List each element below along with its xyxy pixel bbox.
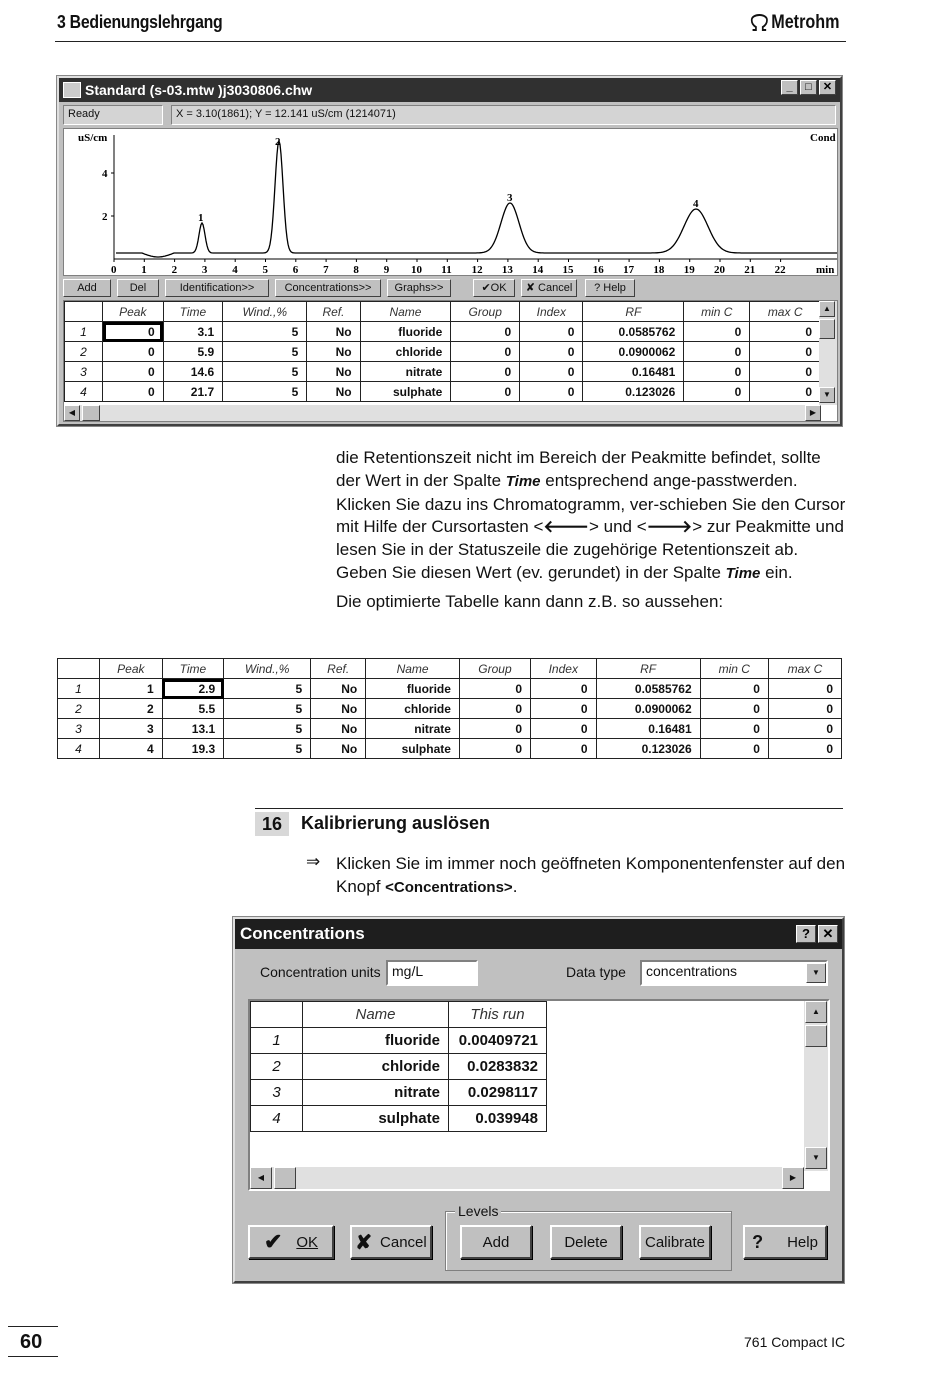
cell-this-run[interactable]: 0.039948 [449,1106,547,1132]
data-type-value: concentrations [646,963,738,979]
x-tick-label: 15 [562,264,574,275]
cell-group[interactable]: 0 [459,699,530,719]
row-number: 4 [65,382,103,402]
section-number: 16 [255,812,289,836]
check-icon: ✔ [263,1229,283,1254]
minimize-button[interactable]: _ [781,80,798,95]
cell-index[interactable]: 0 [520,362,583,382]
cell-rf[interactable]: 0.0900062 [583,342,684,362]
cell-maxc[interactable]: 0 [768,719,841,739]
close-button[interactable]: ✕ [818,925,838,943]
cell-ref[interactable]: No [311,739,366,759]
cancel-button[interactable] [350,1225,432,1259]
cell-wind[interactable]: 5 [223,382,307,402]
body-paragraph [336,447,846,619]
column-header: Ref. [311,659,366,679]
column-header: min C [700,659,768,679]
standard-window-title: Standard (s-03.mtw )j3030806.chw [85,82,313,98]
cell-minc[interactable]: 0 [700,719,768,739]
cancel-x-icon: ✘ [355,1231,373,1254]
column-header: Time [162,659,224,679]
scroll-right-button[interactable]: ▶ [805,405,821,421]
cell-rf[interactable]: 0.0585762 [596,679,700,699]
text-span: die Retentionszeit nicht im Bereich der Peakmitte befindet, sollte der Wert in der Spalte [336,448,821,490]
x-tick-label: 21 [744,264,756,275]
data-type-select[interactable] [640,960,828,986]
table-row[interactable] [251,1106,547,1132]
help-button[interactable] [743,1225,827,1259]
cell-name[interactable]: fluoride [360,322,451,342]
help-question-icon: ? [752,1231,764,1252]
cell-minc[interactable]: 0 [684,362,750,382]
concentrations-grid[interactable] [248,999,830,1191]
horizontal-scrollbar[interactable] [64,405,821,421]
scroll-thumb[interactable] [805,1025,827,1047]
x-tick-label: 13 [501,264,513,275]
chromatogram-chart[interactable] [63,128,838,276]
x-tick-label: 10 [411,264,422,275]
cell-group[interactable]: 0 [459,739,530,759]
right-label: Cond [810,132,836,144]
x-tick-label: 22 [774,264,786,275]
concentrations-table [250,1001,547,1132]
ok-label: OK [490,282,507,294]
x-ticks [111,259,786,275]
column-header-rownum [65,302,103,322]
instruction-button-ref: <Concentrations> [385,879,513,896]
footer-rule-bottom [8,1356,58,1357]
text-span: ein. [760,562,793,582]
cell-index[interactable]: 0 [531,719,596,739]
cell-peak[interactable]: 2 [100,699,163,719]
optimized-table-body [58,679,842,759]
column-header[interactable]: Peak [103,302,164,322]
cell-time[interactable]: 5.9 [163,342,223,362]
x-tick-label: 19 [683,264,695,275]
text-span: > und < [588,517,647,537]
cell-time[interactable]: 3.1 [163,322,223,342]
cell-index[interactable]: 0 [531,699,596,719]
brand-name: Metrohm [771,12,840,33]
chromatogram-svg[interactable] [64,129,837,275]
cell-maxc[interactable]: 0 [768,679,841,699]
levels-add-button[interactable] [460,1225,532,1259]
peak-label-4: 4 [693,198,699,210]
cell-rf[interactable]: 0.123026 [583,382,684,402]
vertical-scrollbar[interactable] [804,1001,828,1171]
cell-rf[interactable]: 0.0900062 [596,699,700,719]
cancel-label: Cancel [380,1233,427,1251]
cell-name[interactable]: chloride [303,1054,449,1080]
cell-minc[interactable]: 0 [700,699,768,719]
x-tick-label: 8 [353,264,359,275]
peak-table [64,301,821,402]
instruction-arrow-icon: ⇒ [306,852,321,871]
cancel-icon: ✘ [525,282,539,294]
graphs-button[interactable]: Graphs>> [387,279,451,297]
table-header-row [58,659,842,679]
cell-this-run[interactable]: 0.0298117 [449,1080,547,1106]
optimized-table [57,658,842,759]
column-header[interactable]: Time [163,302,223,322]
app-icon[interactable] [63,82,81,98]
cell-wind[interactable]: 5 [223,342,307,362]
cell-peak[interactable]: 4 [100,739,163,759]
row-number: 1 [65,322,103,342]
column-header: Name [366,659,460,679]
optimized-peak-table [57,658,842,759]
cell-name[interactable]: nitrate [360,362,451,382]
cell-name[interactable]: nitrate [303,1080,449,1106]
column-header[interactable]: max C [750,302,821,322]
cell-time[interactable]: 19.3 [162,739,224,759]
cell-ref[interactable]: No [307,322,360,342]
arrow-right-icon: 🡒 [646,517,693,537]
paragraph-2: Die optimierte Tabelle kann dann z.B. so aussehen: [336,591,724,611]
cell-ref[interactable]: No [311,679,366,699]
calibrate-button[interactable] [639,1225,711,1259]
horizontal-scrollbar[interactable] [250,1167,804,1189]
hscroll-thumb[interactable] [274,1167,296,1189]
column-header[interactable]: Group [451,302,520,322]
ok-button[interactable] [473,279,515,297]
help-label: Help [603,282,626,294]
cell-name[interactable]: sulphate [366,739,460,759]
cell-minc[interactable]: 0 [700,679,768,699]
row-number: 3 [251,1080,303,1106]
standard-grid[interactable] [63,300,838,422]
ok-button[interactable] [248,1225,334,1259]
data-type-label: Data type [566,964,626,980]
units-label: Concentration units [260,964,381,980]
cell-time[interactable]: 2.9 [162,679,224,699]
column-header: Group [459,659,530,679]
concentrations-table-body [251,1028,547,1132]
cell-group[interactable]: 0 [459,679,530,699]
cursor-readout: X = 3.10(1861); Y = 12.141 uS/cm (1214071) [171,105,836,125]
x-tick-label: 16 [592,264,604,275]
footer-rule-top [8,1326,58,1327]
cell-ref[interactable]: No [311,699,366,719]
cell-wind[interactable]: 5 [223,322,307,342]
cell-minc[interactable]: 0 [684,342,750,362]
status-text: Ready [63,105,163,125]
cell-wind[interactable]: 5 [224,699,311,719]
column-header[interactable]: Name [360,302,451,322]
cell-group[interactable]: 0 [451,362,520,382]
status-bar [63,105,836,125]
cell-this-run[interactable]: 0.0283832 [449,1054,547,1080]
cell-name[interactable]: fluoride [366,679,460,699]
levels-label: Levels [455,1203,501,1219]
paragraph-1 [336,447,846,586]
ok-label: OK [296,1233,319,1251]
cancel-button[interactable] [521,279,577,297]
x-tick-label: 5 [262,264,268,275]
table-row[interactable] [251,1028,547,1054]
row-number: 1 [58,679,100,699]
cell-time[interactable]: 14.6 [163,362,223,382]
cell-minc[interactable]: 0 [684,382,750,402]
cell-group[interactable]: 0 [451,342,520,362]
cell-rf[interactable]: 0.123026 [596,739,700,759]
column-header[interactable]: RF [583,302,684,322]
cancel-label: Cancel [538,282,573,294]
standard-window-titlebar[interactable] [59,78,840,102]
cell-maxc[interactable]: 0 [750,382,821,402]
cell-name[interactable]: fluoride [303,1028,449,1054]
text-span: Klicken Sie im immer noch geöffneten Komponentenfenster auf den Knopf [336,854,846,896]
row-number: 1 [251,1028,303,1054]
standard-toolbar [63,279,838,299]
cell-minc[interactable]: 0 [700,739,768,759]
help-icon: ? [594,282,604,294]
levels-delete-button[interactable] [550,1225,622,1259]
close-button[interactable]: ✕ [819,80,836,95]
x-tick-label: 14 [532,264,544,275]
x-tick-label: 2 [171,264,178,275]
check-icon: ✔ [481,282,491,294]
column-header-rownum [251,1002,303,1028]
section-title: Kalibrierung auslösen [301,813,491,833]
cell-peak[interactable]: 0 [103,382,164,402]
text-span: . [512,877,518,896]
cell-wind[interactable]: 5 [224,739,311,759]
cell-maxc[interactable]: 0 [768,699,841,719]
cell-ref[interactable]: No [307,362,360,382]
scroll-down-button[interactable]: ▼ [819,387,835,403]
table-header-row [251,1002,547,1028]
row-number: 4 [251,1106,303,1132]
concentrations-title: Concentrations [240,924,365,943]
cell-time[interactable]: 5.5 [162,699,224,719]
table-row[interactable] [65,362,821,382]
cell-index[interactable]: 0 [520,382,583,402]
concentrations-button[interactable]: Concentrations>> [275,279,381,297]
table-row[interactable] [65,342,821,362]
y-tick-label-4: 4 [102,168,108,180]
table-row[interactable] [58,739,842,759]
chromatogram-trace [116,141,837,257]
column-header[interactable]: Ref. [307,302,360,322]
cell-wind[interactable]: 5 [224,719,311,739]
cell-peak[interactable]: 3 [100,719,163,739]
x-tick-label: 9 [383,264,390,275]
x-tick-label: 17 [623,264,635,275]
row-number: 2 [251,1054,303,1080]
cell-name[interactable]: sulphate [360,382,451,402]
maximize-button[interactable]: □ [800,80,817,95]
standard-window [57,76,842,426]
x-tick-label: 3 [201,264,208,275]
row-number: 2 [65,342,103,362]
table-row[interactable] [65,322,821,342]
column-header[interactable]: Wind.,% [223,302,307,322]
column-header: max C [768,659,841,679]
help-question-button[interactable]: ? [796,925,816,943]
cell-rf[interactable]: 0.16481 [583,362,684,382]
cell-ref[interactable]: No [311,719,366,739]
hscroll-thumb[interactable] [82,405,100,421]
omega-logo-icon [750,14,769,32]
vertical-scrollbar[interactable] [819,301,837,405]
scroll-down-button[interactable]: ▼ [805,1147,827,1169]
column-header[interactable]: This run [449,1002,547,1028]
cell-peak[interactable]: 0 [103,342,164,362]
cell-index[interactable]: 0 [531,739,596,759]
column-header: Wind.,% [224,659,311,679]
add-button[interactable]: Add [63,279,111,297]
row-number: 3 [65,362,103,382]
column-header[interactable]: Name [303,1002,449,1028]
row-number: 2 [58,699,100,719]
row-number: 4 [58,739,100,759]
brand-logo [750,12,839,34]
scroll-up-button[interactable]: ▲ [819,301,835,317]
cell-maxc[interactable]: 0 [750,342,821,362]
column-header: Peak [100,659,163,679]
cell-peak[interactable]: 1 [100,679,163,699]
y-unit-label: uS/cm [78,132,108,144]
peak-label-1: 1 [198,212,204,224]
column-header[interactable]: min C [684,302,750,322]
del-button[interactable]: Del [117,279,159,297]
table-row[interactable] [65,382,821,402]
units-input[interactable]: mg/L [386,960,478,986]
help-button[interactable] [585,279,635,297]
cell-time[interactable]: 13.1 [162,719,224,739]
peak-table-body [65,322,821,402]
x-tick-label: 11 [441,264,452,275]
help-label: Help [787,1233,818,1251]
x-unit-label: min [816,264,835,275]
cell-rf[interactable]: 0.0585762 [583,322,684,342]
cell-ref[interactable]: No [307,342,360,362]
cell-maxc[interactable]: 0 [768,739,841,759]
text-span: > zur Peakmitte und lesen Sie in der Statuszeile die zugehörige Retentionszeit ab. Geben Sie diesen Wert (ev. gerundet) in der Spalte [336,517,844,582]
scroll-left-button[interactable]: ◀ [64,405,80,421]
column-header: RF [596,659,700,679]
cell-group[interactable]: 0 [459,719,530,739]
cell-time[interactable]: 21.7 [163,382,223,402]
cell-name[interactable]: nitrate [366,719,460,739]
table-row[interactable] [58,719,842,739]
y-tick-label-2: 2 [102,211,108,223]
concentrations-titlebar[interactable] [235,919,842,949]
cell-name[interactable]: chloride [366,699,460,719]
cell-wind[interactable]: 5 [223,362,307,382]
cell-maxc[interactable]: 0 [750,362,821,382]
page-header-title: 3 Bedienungslehrgang [57,12,223,32]
cell-peak[interactable]: 0 [103,322,164,342]
concentrations-dialog [233,917,844,1283]
section-rule [255,808,843,809]
table-row[interactable] [58,699,842,719]
table-row[interactable] [251,1054,547,1080]
identification-button[interactable]: Identification>> [165,279,269,297]
x-tick-label: 7 [323,264,329,275]
x-tick-label: 12 [471,264,483,275]
column-header-rownum [58,659,100,679]
cell-name[interactable]: sulphate [303,1106,449,1132]
peak-label-3: 3 [507,192,513,204]
column-header: Index [531,659,596,679]
cell-group[interactable]: 0 [451,382,520,402]
x-tick-label: 20 [714,264,725,275]
row-number: 3 [58,719,100,739]
cell-wind[interactable]: 5 [224,679,311,699]
cell-name[interactable]: chloride [360,342,451,362]
scroll-up-button[interactable]: ▲ [805,1001,827,1023]
table-header-row [65,302,821,322]
peak-label-2: 2 [275,136,281,148]
cell-this-run[interactable]: 0.00409721 [449,1028,547,1054]
delete-label: Delete [564,1233,608,1251]
x-tick-label: 6 [292,264,299,275]
x-tick-label: 18 [653,264,665,275]
cell-maxc[interactable]: 0 [750,322,821,342]
arrow-left-icon: 🡐 [543,517,589,537]
cell-index[interactable]: 0 [520,342,583,362]
x-tick-label: 1 [141,264,147,275]
cell-minc[interactable]: 0 [684,322,750,342]
time-keyword: Time [505,472,541,490]
cell-rf[interactable]: 0.16481 [596,719,700,739]
cell-ref[interactable]: No [307,382,360,402]
x-tick-label: 0 [111,264,117,275]
page-number: 60 [20,1331,43,1353]
footer-product: 761 Compact IC [744,1334,846,1350]
header-rule [55,41,846,42]
x-tick-label: 4 [232,264,238,275]
table-row[interactable] [58,679,842,699]
table-row[interactable] [251,1080,547,1106]
text-span: entsprechend ange-passtwerden. Klicken Sie dazu ins Chromatogramm, ver-schieben Sie den Cursor mit Hilfe der Cursortasten < [336,470,846,537]
add-label: Add [482,1233,510,1251]
scroll-right-button[interactable]: ▶ [782,1167,804,1189]
scroll-left-button[interactable]: ◀ [250,1167,272,1189]
calibrate-label: Calibrate [644,1233,706,1251]
cell-index[interactable]: 0 [520,322,583,342]
cell-group[interactable]: 0 [451,322,520,342]
chevron-down-icon[interactable]: ▼ [806,963,826,983]
cell-peak[interactable]: 0 [103,362,164,382]
time-keyword: Time [725,564,761,582]
cell-index[interactable]: 0 [531,679,596,699]
instruction-text [336,852,846,899]
scroll-thumb[interactable] [819,319,835,339]
column-header[interactable]: Index [520,302,583,322]
